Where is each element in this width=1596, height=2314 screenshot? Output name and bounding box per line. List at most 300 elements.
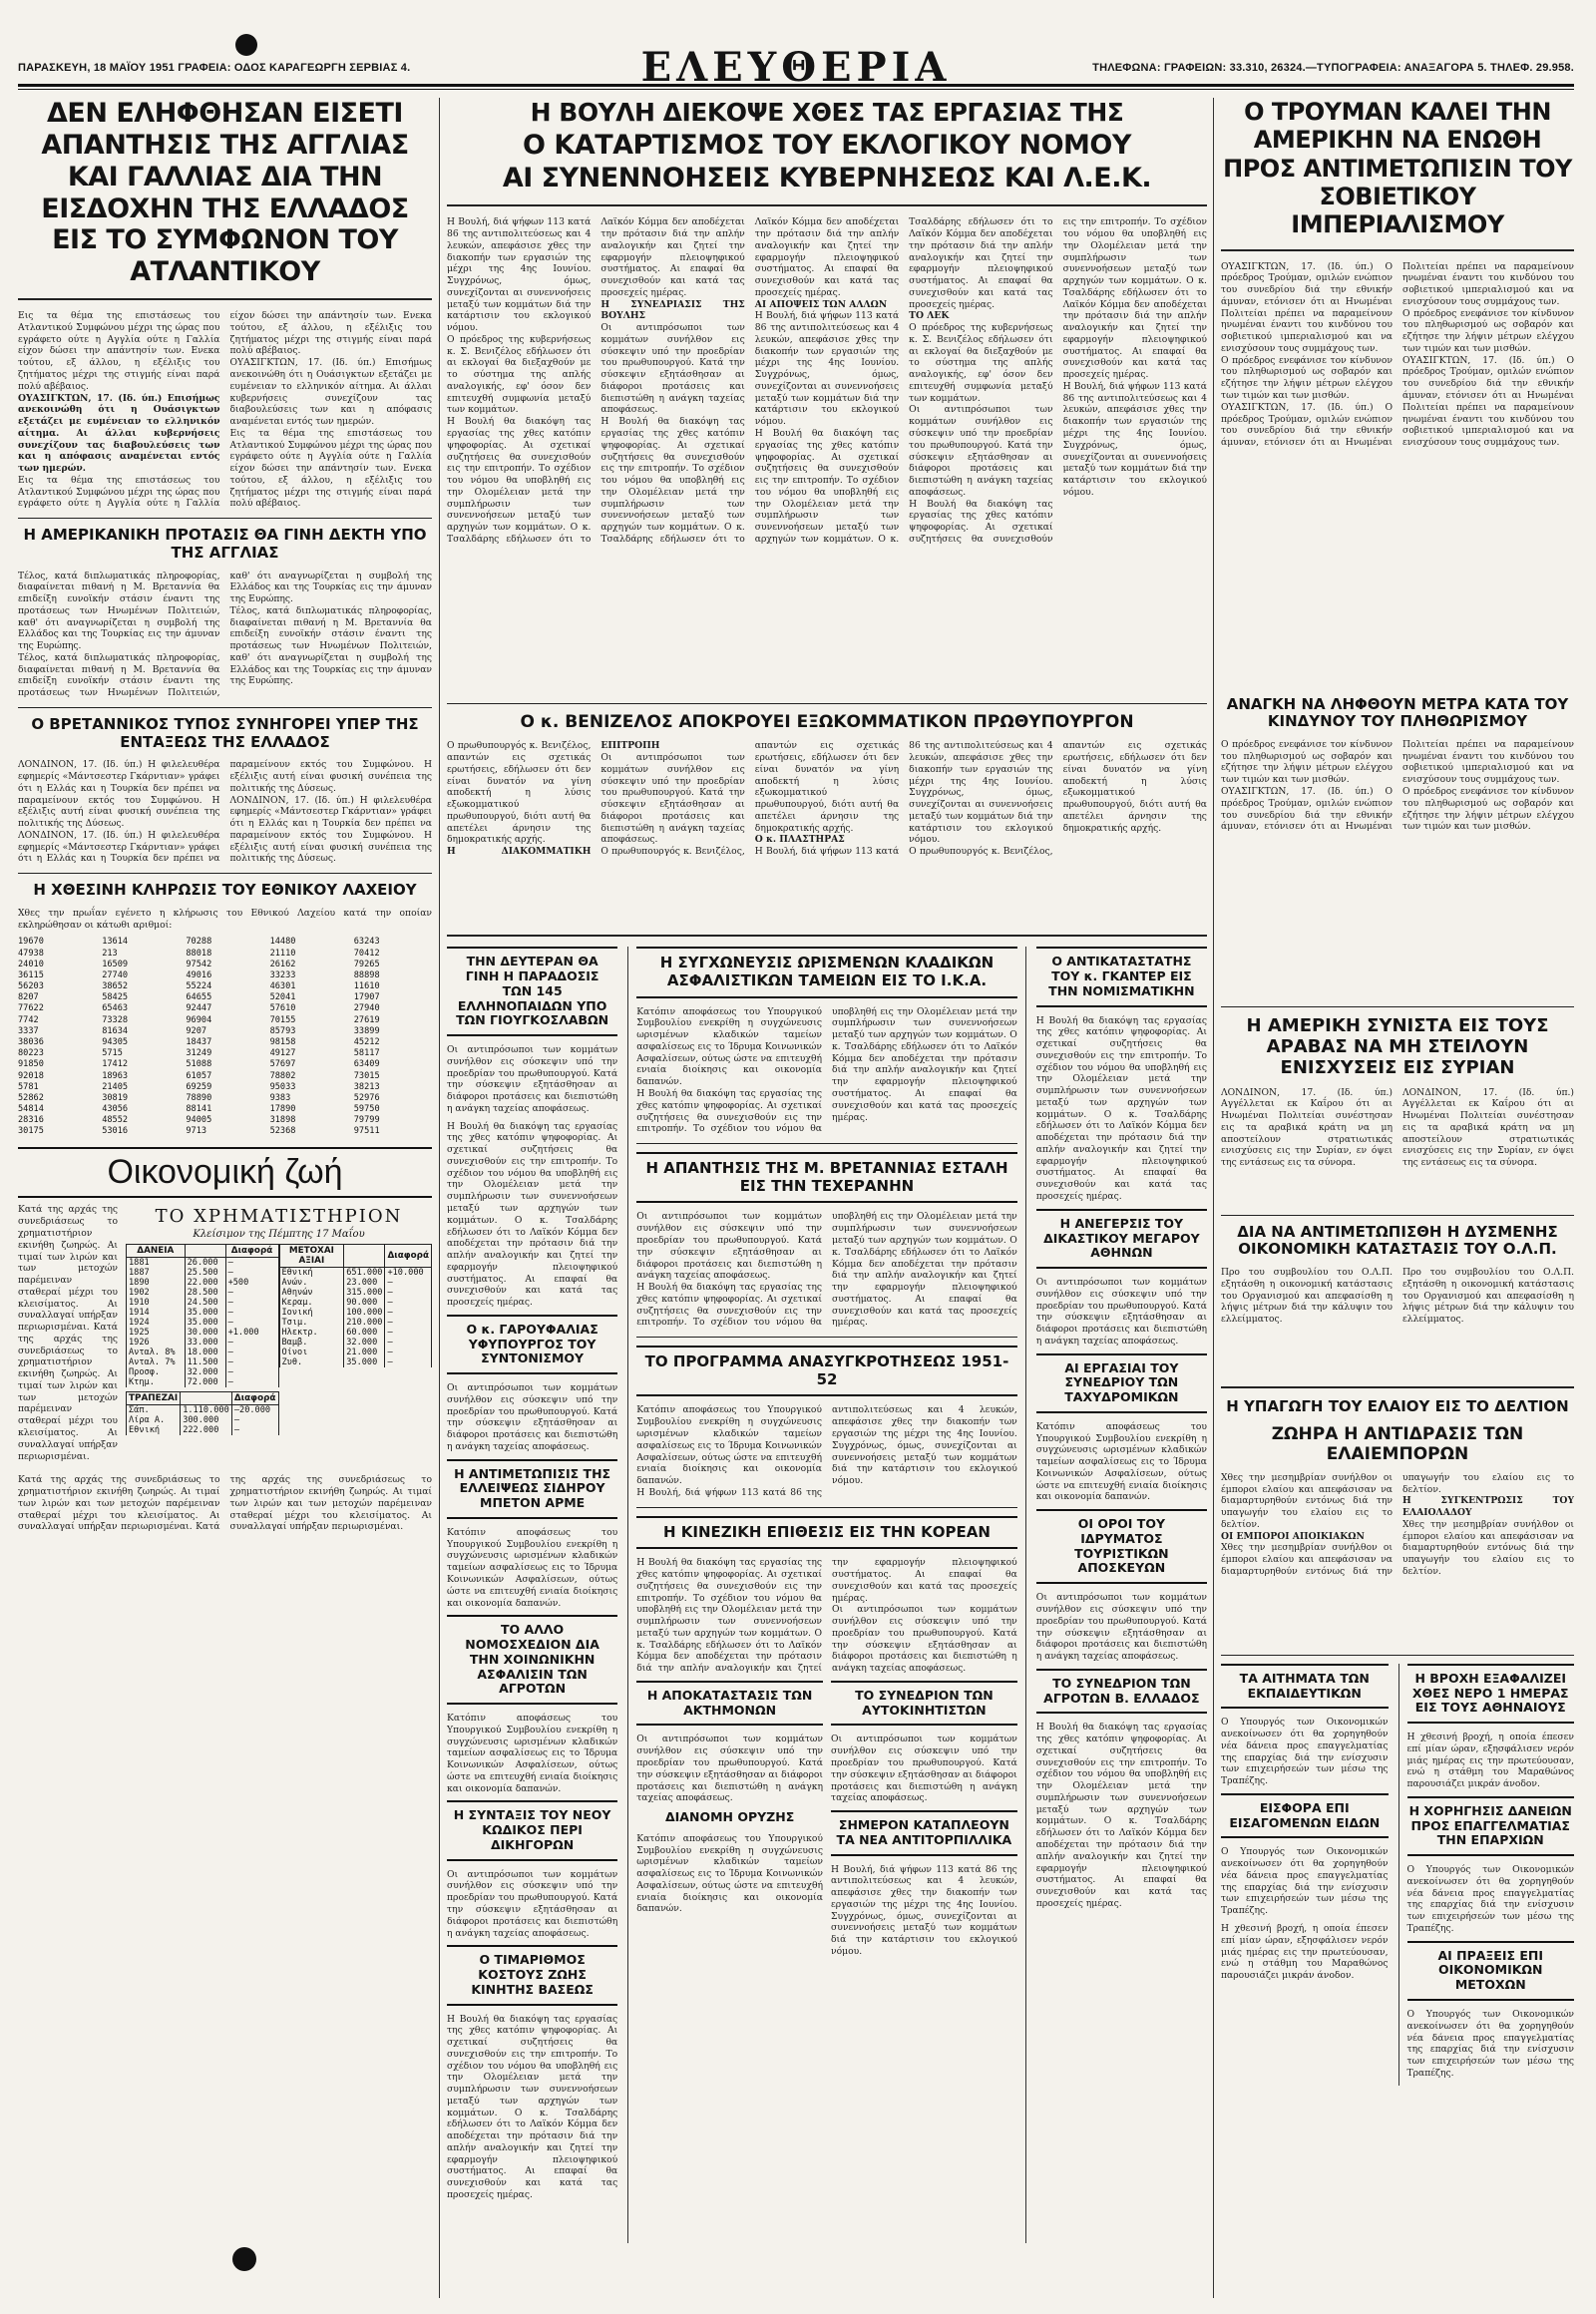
article-text: Τέλος, κατά διπλωματικάς πληροφορίας, διαφαίνεται πιθανή η Μ. Βρεταννία θα επιδείξη ευνοϊκήν στάσιν έναντι της προτάσεως των Ηνωμένων Πολιτειών, καθ' ότι αναγνωρίζεται η συμβολή της Ελλάδος και της Τουρκίας εις την άμυναν της Ευρώπης.: [18, 570, 432, 699]
headline-arabs-syria: Η ΑΜΕΡΙΚΗ ΣΥΝΙΣΤΑ ΕΙΣ ΤΟΥΣ ΑΡΑΒΑΣ ΝΑ ΜΗ ΣΤΕΙΛΟΥΝ ΕΝΙΣΧΥΣΕΙΣ ΕΙΣ ΣΥΡΙΑΝ: [1246, 1014, 1549, 1079]
table-cell: —: [225, 1348, 278, 1357]
table-cell: Εθνική: [127, 1425, 181, 1435]
article-text: Η Βουλή θα διακόψη τας εργασίας της χθες κατόπιν ψηφοφορίας. Αι σχετικαί συζητήσεις θα συνεχισθούν εις την επιτροπήν. Το σχέδιον του νόμου θα υποβληθή εις την Ολομέλειαν μετά την συμπλήρωσιν των συνεννοήσεων μεταξύ των αρχηγών των κομμάτων. Ο κ. Τσαλδάρης εδήλωσεν ότι το Λαϊκόν Κόμμα δεν αποδέχεται την πρότασιν διά την απλήν αναλογικήν και ζητεί την εφαρμογήν πλειοψηφικού συστήματος. Αι επαφαί θα συνεχισθούν και κατά τας προσεχείς ημέρας.: [636, 1557, 1017, 1675]
table-header: ΜΕΤΟΧΑΙ ΑΞΙΑΙ: [279, 1245, 344, 1268]
headline-children-return: ΤΗΝ ΔΕΥΤΕΡΑΝ ΘΑ ΓΙΝΗ Η ΠΑΡΑΔΟΣΙΣ ΤΩΝ 145 ΕΛΛΗΝΟΠΑΙΔΩΝ ΥΠΟ ΤΩΝ ΓΙΟΥΓΚΟΣΛΑΒΩΝ: [447, 947, 617, 1036]
divider: [18, 298, 432, 300]
table-row: [279, 1348, 432, 1357]
table-cell: —: [385, 1328, 432, 1338]
table-header: [344, 1245, 385, 1268]
bourse-tables: [126, 1204, 432, 1468]
headline-parliament: Η ΒΟΥΛΗ ΔΙΕΚΟΨΕ ΧΘΕΣ ΤΑΣ ΕΡΓΑΣΙΑΣ ΤΗΣ: [530, 98, 1124, 127]
lottery-numbers: 19670 47938 24010 36115 56203 8207 77622 7742 3337 38036 80223 91850 92018 5781 52862 54814 28316 30175 13614 213 16509 27740 38652 58425 65463 73328 81634 94305 5715 17412 18963 21405 30819 43056 48552 53016 70288 88018 97542 49016 55224 64655 92447 96904 9207 18437 31249 51088 61057 69259 78890 88141 94005 9713 14480 21110 26162 33233 46301 52041 57610 70155 85793 98158 49127 57697 78802 95033 9383 17890 31898 52368 63243 70412 79265 88898 11610 17907 27940 27619 33899 45212 58117 63409 73015 38213 52976 59750 79799 97511: [18, 937, 380, 1137]
subcolumn-a: [447, 947, 617, 2243]
article-text: Οι αντιπρόσωποι των κομμάτων συνήλθον εις σύσκεψιν υπό την προεδρίαν του πρωθυπουργού. Κατά την σύσκεψιν εξητάσθησαν αι διάφοροι προτάσεις και διεπιστώθη η ανάγκη ταχείας αποφάσεως.: [600, 322, 745, 416]
masthead-date-address: ΠΑΡΑΣΚΕΥΗ, 18 ΜΑΪΟΥ 1951 ΓΡΑΦΕΙΑ: ΟΔΟΣ ΚΑΡΑΓΕΩΡΓΗ ΣΕΡΒΙΑΣ 4.: [18, 62, 411, 74]
headline-share-transactions: ΑΙ ΠΡΑΞΕΙΣ ΕΠΙ ΟΙΚΟΝΟΜΙΚΩΝ ΜΕΤΟΧΩΝ: [1407, 1941, 1575, 2001]
center-lower-grid: [447, 947, 1207, 2243]
table-cell: 1910: [127, 1298, 186, 1308]
table-cell: Ανών.: [279, 1278, 344, 1288]
table-cell: Ανταλ. 8%: [127, 1348, 186, 1357]
headline-garoufalias: Ο κ. ΓΑΡΟΥΦΑΛΙΑΣ ΥΦΥΠΟΥΡΓΟΣ ΤΟΥ ΣΥΝΤΟΝΙΣΜΟΥ: [447, 1315, 617, 1374]
article-text: Ο Υπουργός των Οικονομικών ανεκοίνωσεν ότι θα χορηγηθούν νέα δάνεια προς επαγγελματίας της επαρχίας διά την ενίσχυσιν των επιχειρήσεών των μέσω της Τραπέζης.: [1406, 2008, 1574, 2079]
masthead-rule: [18, 84, 1574, 87]
article-text: Ο πρωθυπουργός κ. Βενιζέλος, απαντών εις σχετικάς ερωτήσεις, εδήλωσεν ότι δεν είναι δυνατόν να γίνη αποδεκτή η λύσις εξωκομματικού πρωθυπουργού, διότι αυτή θα απετέλει άρνησιν της δημοκρατικής αρχής.: [447, 740, 592, 846]
headline-farmers-north: ΤΟ ΣΥΝΕΔΡΙΟΝ ΤΩΝ ΑΓΡΟΤΩΝ Β. ΕΛΛΑΔΟΣ: [1036, 1669, 1207, 1715]
article-text: Τέλος, κατά διπλωματικάς πληροφορίας, διαφαίνεται πιθανή η Μ. Βρεταννία θα επιδείξη ευνοϊκήν στάσιν έναντι της προτάσεως των Ηνωμένων Πολιτειών, καθ' ότι αναγνωρίζεται η συμβολή της Ελλάδος και της Τουρκίας εις την άμυναν της Ευρώπης.: [18, 570, 220, 652]
table-header: Διαφορά: [231, 1392, 278, 1405]
table-cell: —: [385, 1338, 432, 1348]
column-left: [18, 98, 432, 2298]
table-row: [127, 1357, 279, 1367]
table-cell: 72.000: [185, 1377, 225, 1387]
table-cell: Αθηνών: [279, 1288, 344, 1298]
article-text: Η Βουλή, διά ψήφων 113 κατά 86 της αντιπολιτεύσεως και 4 λευκών, απεφάσισε χθες την διακοπήν των εργασιών της μέχρι της 4ης Ιουνίου. Συγχρόνως, όμως, συνεχίζονται αι συνεννοήσεις μεταξύ των κομμάτων διά την κατάρτισιν του εκλογικού νόμου.: [831, 1863, 1017, 1957]
table-cell: —: [385, 1348, 432, 1357]
article-text: Η Βουλή, διά ψήφων 113 κατά 86 της αντιπολιτεύσεως και 4 λευκών, απεφάσισε χθες την διακοπήν των εργασιών της μέχρι της 4ης Ιουνίου. Συγχρόνως, όμως, συνεχίζονται αι συνεννοήσεις μεταξύ των κομμάτων διά την κατάρτισιν του εκλογικού νόμου.: [1062, 380, 1207, 498]
subheading-colonial-merchants: ΟΙ ΕΜΠΟΡΟΙ ΑΠΟΙΚΙΑΚΩΝ: [1221, 1530, 1365, 1542]
bourse-subtitle: Κλείσιμον της Πέμπτης 17 Μαΐου: [193, 1229, 365, 1241]
table-cell: 30.000: [185, 1328, 225, 1338]
article-text: Κατόπιν αποφάσεως του Υπουργικού Συμβουλίου ενεκρίθη η συγχώνευσις ωρισμένων κλαδικών ταμείων ασφαλίσεως εις το Ίδρυμα Κοινωνικών Ασφαλίσεων, ούτως ώστε να επιτευχθή ενιαία διοίκησις και οικονομία δαπανών.: [636, 1832, 823, 1915]
table-cell: —: [225, 1377, 278, 1387]
column-rule: [439, 98, 440, 2298]
headline-olive-oil: Η ΥΠΑΓΩΓΗ ΤΟΥ ΕΛΑΙΟΥ ΕΙΣ ΤΟ ΔΕΛΤΙΟΝ: [1226, 1397, 1569, 1416]
article-text: Οι αντιπρόσωποι των κομμάτων συνήλθον εις σύσκεψιν υπό την προεδρίαν του πρωθυπουργού. Κατά την σύσκεψιν εξητάσθησαν αι διάφοροι προτάσεις και διεπιστώθη η ανάγκη ταχείας αποφάσεως.: [1035, 1277, 1207, 1347]
article-arabs-body: [1221, 1087, 1574, 1207]
divider: [447, 703, 1207, 704]
table-row: [127, 1415, 279, 1425]
column-right: [1221, 98, 1574, 2298]
article-text: Κατά της αρχάς της συνεδριάσεως το χρηματιστήριον εκινήθη ζωηρώς. Αι τιμαί των λιρών και των μετοχών παρέμειναν σταθεραί μέχρι του κλεισίματος. Αι συναλλαγαί υπήρξαν περιωρισμέναι.: [18, 1322, 118, 1462]
table-cell: 315.000: [344, 1288, 385, 1298]
table-row: [127, 1367, 279, 1377]
table-cell: —: [225, 1308, 278, 1318]
table-cell: Σάπ.: [127, 1405, 181, 1416]
article-text: Η Βουλή, διά ψήφων 113 κατά 86 της αντιπολιτεύσεως και 4 λευκών, απεφάσισε χθες την διακοπήν των εργασιών της μέχρι της 4ης Ιουνίου. Συγχρόνως, όμως, συνεχίζονται αι συνεννοήσεις μεταξύ των κομμάτων διά την κατάρτισιν του εκλογικού νόμου.: [754, 740, 1053, 858]
article-text: Η χθεσινή βροχή, η οποία έπεσεν επί μίαν ώραν, εξησφάλισεν νερόν μιάς ημέρας εις την πρωτεύουσαν, ενώ η στάθμη του Μαραθώνος παρουσιάζει μικράν άνοδον.: [1221, 1922, 1389, 1982]
table-cell: Κτημ.: [127, 1377, 186, 1387]
table-cell: 28.500: [185, 1288, 225, 1298]
table-cell: 18.000: [185, 1348, 225, 1357]
table-cell: —: [385, 1318, 432, 1328]
article-text: ΟΥΑΣΙΓΚΤΩΝ, 17. (Ιδ. ύπ.) Ο πρόεδρος Τρούμαν, ομιλών ενώπιον του συνεδρίου διά την εθνικήν άμυναν, ετόνισεν ότι αι Ηνωμέναι Πολιτείαι πρέπει να παραμείνουν ηνωμέναι έναντι του κινδύνου του σοβιετικού ιμπεριαλισμού και να ενισχύσουν τους συμμάχους των.: [1221, 738, 1574, 833]
article-columns: [447, 740, 1207, 858]
subcolumn-b: [627, 947, 1026, 2243]
article-text: ΛΟΝΔΙΝΟΝ, 17. (Ιδ. ύπ.) Αγγέλλεται εκ Καΐρου ότι αι Ηνωμέναι Πολιτείαι συνέστησαν εις τα αραβικά κράτη να μη αποστείλουν στρατιωτικάς ενισχύσεις εις την Συρίαν, εν όψει της εντάσεως εις τα σύνορα.: [1221, 1086, 1393, 1169]
table-cell: 23.000: [344, 1278, 385, 1288]
table-cell: 1887: [127, 1268, 186, 1278]
table-header: [181, 1392, 232, 1405]
table-row: [127, 1258, 279, 1269]
table-cell: —: [225, 1357, 278, 1367]
table-row: [127, 1288, 279, 1298]
headline-olp: ΔΙΑ ΝΑ ΑΝΤΙΜΕΤΩΠΙΣΘΗ Η ΔΥΣΜΕΝΗΣ ΟΙΚΟΝΟΜΙΚΗ ΚΑΤΑΣΤΑΣΙΣ ΤΟΥ Ο.Λ.Π.: [1237, 1222, 1558, 1259]
article-truman-body: [1221, 261, 1574, 690]
table-cell: +10.000: [385, 1268, 432, 1279]
table-banks: [126, 1391, 279, 1435]
table-cell: —: [225, 1338, 278, 1348]
headline-insurance-funds: Η ΣΥΓΧΩΝΕΥΣΙΣ ΩΡΙΣΜΕΝΩΝ ΚΛΑΔΙΚΩΝ ΑΣΦΑΛΙΣΤΙΚΩΝ ΤΑΜΕΙΩΝ ΕΙΣ ΤΟ Ι.Κ.Α.: [636, 947, 1017, 997]
article-text: ΛΟΝΔΙΝΟΝ, 17. (Ιδ. ύπ.) Η φιλελευθέρα εφημερίς «Μάντσεστερ Γκάρντιαν» γράφει ότι η Ελλάς και η Τουρκία δεν πρέπει να παραμείνουν εκτός του Συμφώνου. Η εξέλιξις αυτή είναι φυσική συνέπεια της πολιτικής της Δύσεως.: [229, 794, 432, 865]
divider: [636, 1507, 1017, 1508]
article-text: Η Βουλή θα διακόψη τας εργασίας της χθες κατόπιν ψηφοφορίας. Αι σχετικαί συζητήσεις θα συνεχισθούν εις την επιτροπήν. Το σχέδιον του νόμου θα υποβληθή εις την Ολομέλειαν μετά την συμπλήρωσιν των συνεννοήσεων μεταξύ των αρχηγών των κομμάτων. Ο κ. Τσαλδάρης εδήλωσεν ότι το Λαϊκόν Κόμμα δεν αποδέχεται την πρότασιν διά την απλήν αναλογικήν και ζητεί την εφαρμογήν πλειοψηφικού συστήματος. Αι επαφαί θα συνεχισθούν και κατά τας προσεχείς ημέρας.: [447, 2013, 618, 2200]
article-text: Χθες την μεσημβρίαν συνήλθον οι έμποροι ελαίου και απεφάσισαν να διαμαρτυρηθούν εντόνως διά την υπαγωγήν του ελαίου εις το δελτίον.: [1221, 1471, 1393, 1530]
article-text: Η Βουλή θα διακόψη τας εργασίας της χθες κατόπιν ψηφοφορίας. Αι σχετικαί συζητήσεις θα συνεχισθούν εις την επιτροπήν. Το σχέδιον του νόμου θα υποβληθή εις την Ολομέλειαν μετά την συμπλήρωσιν των συνεννοήσεων μεταξύ των αρχηγών των κομμάτων. Ο κ. Τσαλδάρης εδήλωσεν ότι το Λαϊκόν Κόμμα δεν αποδέχεται την πρότασιν διά την απλήν αναλογικήν και ζητεί την εφαρμογήν πλειοψηφικού συστήματος. Αι επαφαί θα συνεχισθούν και κατά τας προσεχείς ημέρας.: [1035, 1722, 1207, 1909]
newspaper-title: ΕΛΕΥΘΕΡΙΑ: [640, 44, 952, 91]
table-shares: [279, 1244, 433, 1367]
table-cell: 90.000: [344, 1298, 385, 1308]
divider: [447, 204, 1207, 206]
right-lower-right: [1398, 1664, 1575, 2086]
table-cell: 1914: [127, 1308, 186, 1318]
article-text: ΟΥΑΣΙΓΚΤΩΝ, 17. (Ιδ. ύπ.) Επισήμως ανεκοινώθη ότι η Ουάσιγκτων εξετάζει με ευμένειαν το ελληνικόν αίτημα. Αι άλλαι κυβερνήσεις συνεχίζουν τας διαβουλεύσεις των και η απόφασις αναμένεται εντός των ημερών.: [18, 392, 220, 475]
article-text: Ο Υπουργός των Οικονομικών ανεκοίνωσεν ότι θα χορηγηθούν νέα δάνεια προς επαγγελματίας της επαρχίας διά την ενίσχυσιν των επιχειρήσεών των μέσω της Τραπέζης.: [1221, 1846, 1389, 1917]
table-cell: 33.000: [185, 1338, 225, 1348]
article-columns: [447, 216, 1207, 545]
table-header: [185, 1245, 225, 1258]
article-text: Η Βουλή θα διακόψη τας εργασίας της χθες κατόπιν ψηφοφορίας. Αι σχετικαί συζητήσεις θα συνεχισθούν εις την επιτροπήν. Το σχέδιον του νόμου θα υποβληθή εις την Ολομέλειαν μετά την συμπλήρωσιν των συνεννοήσεων μεταξύ των αρχηγών των κομμάτων. Ο κ. Τσαλδάρης εδήλωσεν ότι το Λαϊκόν Κόμμα δεν αποδέχεται την πρότασιν διά την απλήν αναλογικήν και ζητεί την εφαρμογήν πλειοψηφικού συστήματος. Αι επαφαί θα συνεχισθούν και κατά τας προσεχείς ημέρας.: [447, 216, 745, 545]
bourse-table-pair: [126, 1244, 432, 1387]
headline-reconstruction: ΤΟ ΠΡΟΓΡΑΜΜΑ ΑΝΑΣΥΓΚΡΟΤΗΣΕΩΣ 1951-52: [636, 1346, 1017, 1396]
article-text: Εις τα θέμα της επιστάσεως του Ατλαντικού Συμφώνου μέχρι της ώρας που εγράφετο ούτε η Αγγλία ούτε η Γαλλία είχον δώσει την απάντησίν των. Ενεκα τούτου, εξ άλλου, η εξέλιξις του ζητήματος μέχρι της στιγμής είναι παρά πολύ αβέβαιος.: [18, 310, 432, 510]
article-us-proposal-body: [18, 571, 432, 699]
article-text: Τέλος, κατά διπλωματικάς πληροφορίας, διαφαίνεται πιθανή η Μ. Βρεταννία θα επιδείξη ευνοϊκήν στάσιν έναντι της προτάσεως των Ηνωμένων Πολιτειών, καθ' ότι αναγνωρίζεται η συμβολή της Ελλάδος και της Τουρκίας εις την άμυναν της Ευρώπης.: [229, 604, 432, 687]
table-cell: Βαμβ.: [279, 1338, 344, 1348]
article-text: ΟΥΑΣΙΓΚΤΩΝ, 17. (Ιδ. ύπ.) Επισήμως ανεκοινώθη ότι η Ουάσιγκτων εξετάζει με ευμένειαν το ελληνικόν αίτημα. Αι άλλαι κυβερνήσεις συνεχίζουν τας διαβουλεύσεις των και η απόφασις αναμένεται εντός των ημερών.: [229, 357, 432, 428]
table-header: Διαφορά: [225, 1245, 278, 1258]
headline-britain-tehran: Η ΑΠΑΝΤΗΣΙΣ ΤΗΣ Μ. ΒΡΕΤΑΝΝΙΑΣ ΕΣΤΑΛΗ ΕΙΣ ΤΗΝ ΤΕΧΕΡΑΝΗΝ: [636, 1152, 1017, 1203]
ink-blot: [235, 34, 257, 56]
divider: [1221, 1386, 1574, 1388]
table-row: [279, 1288, 432, 1298]
article-text: [636, 1211, 1017, 1329]
table-cell: 22.000: [185, 1278, 225, 1288]
subheading-session: Η ΣΥΝΕΔΡΙΑΣΙΣ ΤΗΣ ΒΟΥΛΗΣ: [600, 298, 745, 322]
article-venizelos-body: [447, 740, 1207, 925]
article-text: Η Βουλή θα διακόψη τας εργασίας της χθες κατόπιν ψηφοφορίας. Αι σχετικαί συζητήσεις θα συνεχισθούν εις την επιτροπήν. Το σχέδιον του νόμου θα υποβληθή εις την Ολομέλειαν μετά την συμπλήρωσιν των συνεννοήσεων μεταξύ των αρχηγών των κομμάτων. Ο κ. Τσαλδάρης εδήλωσεν ότι το Λαϊκόν Κόμμα δεν αποδέχεται την πρότασιν διά την απλήν αναλογικήν και ζητεί την εφαρμογήν πλειοψηφικού συστήματος. Αι επαφαί θα συνεχισθούν και κατά τας προσεχείς ημέρας.: [636, 1005, 1017, 1135]
article-text: [636, 1404, 1017, 1498]
headline-drivers-congress: ΤΟ ΣΥΝΕΔΡΙΟΝ ΤΩΝ ΑΥΤΟΚΙΝΗΤΙΣΤΩΝ: [831, 1681, 1017, 1727]
table-cell: Προσφ.: [127, 1367, 186, 1377]
table-row: [127, 1338, 279, 1348]
headline-destroyers: ΣΗΜΕΡΟΝ ΚΑΤΑΠΛΕΟΥΝ ΤΑ ΝΕΑ ΑΝΤΙΤΟΡΠΙΛΛΙΚΑ: [831, 1810, 1017, 1856]
article-text: Η χθεσινή βροχή, η οποία έπεσεν επί μίαν ώραν, εξησφάλισεν νερόν μιάς ημέρας εις την πρωτεύουσαν, ενώ η στάθμη του Μαραθώνος παρουσιάζει μικράν άνοδον.: [1406, 1732, 1574, 1790]
divider: [1221, 1215, 1574, 1216]
table-cell: —: [385, 1357, 432, 1367]
headline-courthouse: Η ΑΝΕΓΕΡΣΙΣ ΤΟΥ ΔΙΚΑΣΤΙΚΟΥ ΜΕΓΑΡΟΥ ΑΘΗΝΩΝ: [1036, 1209, 1207, 1269]
subheading-committee: Η ΔΙΑΚΟΜΜΑΤΙΚΗ ΕΠΙΤΡΟΠΗ: [447, 740, 660, 858]
table-cell: —: [385, 1308, 432, 1318]
table-cell: 35.000: [185, 1308, 225, 1318]
table-cell: 222.000: [181, 1425, 232, 1435]
article-text: Κατόπιν αποφάσεως του Υπουργικού Συμβουλίου ενεκρίθη η συγχώνευσις ωρισμένων κλαδικών ταμείων ασφαλίσεως εις το Ίδρυμα Κοινωνικών Ασφαλίσεων, ούτως ώστε να επιτευχθή ενιαία διοίκησις και οικονομία δαπανών.: [636, 1404, 822, 1487]
headline-electoral-law: Ο ΚΑΤΑΡΤΙΣΜΟΣ ΤΟΥ ΕΚΛΟΓΙΚΟΥ ΝΟΜΟΥ: [523, 129, 1131, 161]
headline-oil-merchants: ΖΩΗΡΑ Η ΑΝΤΙΔΡΑΣΙΣ ΤΩΝ ΕΛΑΙΕΜΠΟΡΩΝ: [1271, 1423, 1524, 1464]
headline-lottery: Η ΧΘΕΣΙΝΗ ΚΛΗΡΩΣΙΣ ΤΟΥ ΕΘΝΙΚΟΥ ΛΑΧΕΙΟΥ: [33, 881, 417, 900]
table-row: [127, 1278, 279, 1288]
table-cell: —: [225, 1258, 278, 1269]
headline-postal-congress: ΑΙ ΕΡΓΑΣΙΑΙ ΤΟΥ ΣΥΝΕΔΡΙΟΥ ΤΩΝ ΤΑΧΥΔΡΟΜΙΚΩΝ: [1036, 1353, 1207, 1413]
table-cell: —: [385, 1278, 432, 1288]
headline-rice: ΔΙΑΝΟΜΗ ΟΡΥΖΗΣ: [664, 1809, 795, 1825]
table-cell: Οίνοι: [279, 1348, 344, 1357]
article-text: Η Βουλή θα διακόψη τας εργασίας της χθες κατόπιν ψηφοφορίας. Αι σχετικαί συζητήσεις θα συνεχισθούν εις την επιτροπήν. Το σχέδιον του νόμου θα υποβληθή εις την Ολομέλειαν μετά την συμπλήρωσιν των συνεννοήσεων μεταξύ των αρχηγών των κομμάτων. Ο κ. Τσαλδάρης εδήλωσεν ότι το Λαϊκόν Κόμμα δεν αποδέχεται την πρότασιν διά την απλήν αναλογικήν και ζητεί την εφαρμογήν πλειοψηφικού συστήματος. Αι επαφαί θα συνεχισθούν και κατά τας προσεχείς ημέρας.: [754, 216, 1053, 545]
table-cell: 60.000: [344, 1328, 385, 1338]
table-row: [127, 1318, 279, 1328]
headline-landless: Η ΑΠΟΚΑΤΑΣΤΑΣΙΣ ΤΩΝ ΑΚΤΗΜΟΝΩΝ: [636, 1681, 823, 1727]
article-text: ΟΥΑΣΙΓΚΤΩΝ, 17. (Ιδ. ύπ.) Ο πρόεδρος Τρούμαν, ομιλών ενώπιον του συνεδρίου διά την εθνικήν άμυναν, ετόνισεν ότι αι Ηνωμέναι Πολιτείαι πρέπει να παραμείνουν ηνωμέναι έναντι του κινδύνου του σοβιετικού ιμπεριαλισμού και να ενισχύσουν τους συμμάχους των.: [1402, 354, 1574, 449]
subheading-views: ΑΙ ΑΠΟΨΕΙΣ ΤΩΝ ΑΛΛΩΝ: [754, 298, 888, 310]
table-cell: Τσιμ.: [279, 1318, 344, 1328]
article-text: Ο πρωθυπουργός κ. Βενιζέλος, απαντών εις σχετικάς ερωτήσεις, εδήλωσεν ότι δεν είναι δυνατόν να γίνη αποδεκτή η λύσις εξωκομματικού πρωθυπουργού, διότι αυτή θα απετέλει άρνησιν της δημοκρατικής αρχής.: [600, 740, 900, 858]
article-text: Οι αντιπρόσωποι των κομμάτων συνήλθον εις σύσκεψιν υπό την προεδρίαν του πρωθυπουργού. Κατά την σύσκεψιν εξητάσθησαν αι διάφοροι προτάσεις και διεπιστώθη η ανάγκη ταχείας αποφάσεως.: [447, 1044, 618, 1114]
table-cell: 1890: [127, 1278, 186, 1288]
table-cell: Ζυθ.: [279, 1357, 344, 1367]
table-cell: 1925: [127, 1328, 186, 1338]
article-text: Ο πρόεδρος ενεφάνισε τον κίνδυνον του πληθωρισμού ως σοβαρόν και εζήτησε την λήψιν μέτρων ελέγχου των τιμών και των μισθών.: [1402, 786, 1574, 833]
subgrid-left: [636, 1681, 823, 1964]
article-text: ΛΟΝΔΙΝΟΝ, 17. (Ιδ. ύπ.) Η φιλελευθέρα εφημερίς «Μάντσεστερ Γκάρντιαν» γράφει ότι η Ελλάς και η Τουρκία δεν πρέπει να παραμείνουν εκτός του Συμφώνου. Η εξέλιξις αυτή είναι φυσική συνέπεια της πολιτικής της Δύσεως.: [18, 759, 220, 830]
table-row: [127, 1348, 279, 1357]
divider: [447, 935, 1207, 937]
table-header: ΤΡΑΠΕΖΑΙ: [127, 1392, 181, 1405]
table-cell: 1926: [127, 1338, 186, 1348]
headline-tourist-terms: ΟΙ ΟΡΟΙ ΤΟΥ ΙΔΡΥΜΑΤΟΣ ΤΟΥΡΙΣΤΙΚΩΝ ΑΠΟΣΚΕΥΩΝ: [1036, 1509, 1207, 1584]
article-text: Οι αντιπρόσωποι των κομμάτων συνήλθον εις σύσκεψιν υπό την προεδρίαν του πρωθυπουργού. Κατά την σύσκεψιν εξητάσθησαν αι διάφοροι προτάσεις και διεπιστώθη η ανάγκη ταχείας αποφάσεως.: [447, 1868, 618, 1939]
table-row: [279, 1318, 432, 1328]
table-cell: —: [225, 1288, 278, 1298]
article-text: Ο Υπουργός των Οικονομικών ανεκοίνωσεν ότι θα χορηγηθούν νέα δάνεια προς επαγγελματίας της επαρχίας διά την ενίσχυσιν των επιχειρήσεών των μέσω της Τραπέζης.: [1221, 1717, 1389, 1787]
table-row: [279, 1328, 432, 1338]
article-text: Εις τα θέμα της επιστάσεως του Ατλαντικού Συμφώνου μέχρι της ώρας που εγράφετο ούτε η Αγγλία ούτε η Γαλλία είχον δώσει την απάντησίν των. Ενεκα τούτου, εξ άλλου, η εξέλιξις του ζητήματος μέχρι της στιγμής είναι παρά πολύ αβέβαιος.: [229, 427, 432, 510]
table-cell: Κεραμ.: [279, 1298, 344, 1308]
table-cell: Λίρα Α.: [127, 1415, 181, 1425]
table-cell: —: [231, 1415, 278, 1425]
article-inflation-body: [1221, 739, 1574, 998]
table-cell: —20.000: [231, 1405, 278, 1416]
table-cell: —: [225, 1318, 278, 1328]
article-text: ΟΥΑΣΙΓΚΤΩΝ, 17. (Ιδ. ύπ.) Ο πρόεδρος Τρούμαν, ομιλών ενώπιον του συνεδρίου διά την εθνικήν άμυναν, ετόνισεν ότι αι Ηνωμέναι Πολιτείαι πρέπει να παραμείνουν ηνωμέναι έναντι του κινδύνου του σοβιετικού ιμπεριαλισμού και να ενισχύσουν τους συμμάχους των.: [1221, 260, 1393, 354]
article-text: Κατά της αρχάς της συνεδριάσεως το χρηματιστήριον εκινήθη ζωηρώς. Αι τιμαί των λιρών και των μετοχών παρέμειναν σταθεραί μέχρι του κλεισίματος. Αι συναλλαγαί υπήρξαν περιωρισμέναι.: [18, 1204, 118, 1334]
table-cell: —: [385, 1288, 432, 1298]
article-text: Προ του συμβουλίου του Ο.Λ.Π. εξητάσθη η οικονομική κατάστασις του Οργανισμού και απεφασίσθη η λήψις μέτρων διά την κάλυψιν του ελλείμματος.: [1402, 1267, 1574, 1326]
article-text: Ο πρόεδρος ενεφάνισε τον κίνδυνον του πληθωρισμού ως σοβαρόν και εζήτησε την λήψιν μέτρων ελέγχου των τιμών και των μισθών.: [1221, 354, 1393, 401]
article-parliament-body: [447, 216, 1207, 695]
table-cell: Ηλεκτρ.: [279, 1328, 344, 1338]
table-cell: —: [225, 1367, 278, 1377]
article-oil-body: [1221, 1472, 1574, 1647]
article-text: Ο πρόεδρος της κυβερνήσεως κ. Σ. Βενιζέλος εδήλωσεν ότι αι εκλογαί θα διεξαχθούν με το σύστημα της απλής αναλογικής, εφ' όσον δεν επιτευχθή συμφωνία μεταξύ των κομμάτων.: [909, 322, 1053, 404]
table-header: Διαφορά: [385, 1245, 432, 1268]
table-cell: —: [225, 1298, 278, 1308]
divider: [1221, 1655, 1574, 1656]
headline-atlantic-pact: ΔΕΝ ΕΛΗΦΘΗΣΑΝ ΕΙΣΕΤΙ ΑΠΑΝΤΗΣΙΣ ΤΗΣ ΑΓΓΛΙΑΣ ΚΑΙ ΓΑΛΛΙΑΣ ΔΙΑ ΤΗΝ ΕΙΣΔΟΧΗΝ ΤΗΣ ΕΛΛΑΔΟΣ ΕΙΣ ΤΟ ΣΥΜΦΩΝΟΝ ΤΟΥ ΑΤΛΑΝΤΙΚΟΥ: [41, 98, 409, 288]
article-text: Η Βουλή θα διακόψη τας εργασίας της χθες κατόπιν ψηφοφορίας. Αι σχετικαί συζητήσεις θα συνεχισθούν εις την επιτροπήν. Το σχέδιον του νόμου θα υποβληθή εις την Ολομέλειαν μετά την συμπλήρωσιν των συνεννοήσεων μεταξύ των αρχηγών των κομμάτων. Ο κ. Τσαλδάρης εδήλωσεν ότι το Λαϊκόν Κόμμα δεν αποδέχεται την πρότασιν διά την απλήν αναλογικήν και ζητεί την εφαρμογήν πλειοψηφικού συστήματος. Αι επαφαί θα συνεχισθούν και κατά τας προσεχείς ημέρας.: [1035, 1014, 1207, 1202]
divider: [636, 1143, 1017, 1144]
subcolumn-c: [1036, 947, 1207, 2243]
headline-lawyers-code: Η ΣΥΝΤΑΞΙΣ ΤΟΥ ΝΕΟΥ ΚΩΔΙΚΟΣ ΠΕΡΙ ΔΙΚΗΓΟΡΩΝ: [447, 1800, 617, 1860]
table-row: [279, 1357, 432, 1367]
table-cell: 1881: [127, 1258, 186, 1269]
article-text: Κατά της αρχάς της συνεδριάσεως το χρηματιστήριον εκινήθη ζωηρώς. Αι τιμαί των λιρών και των μετοχών παρέμειναν σταθεραί μέχρι του κλεισίματος. Αι συναλλαγαί υπήρξαν περιωρισμέναι.: [18, 1474, 220, 1533]
table-cell: 1924: [127, 1318, 186, 1328]
subheading-plastiras: Ο κ. ΠΛΑΣΤΗΡΑΣ: [754, 834, 845, 846]
article-text: Κατόπιν αποφάσεως του Υπουργικού Συμβουλίου ενεκρίθη η συγχώνευσις ωρισμένων κλαδικών ταμείων ασφαλίσεως εις το Ίδρυμα Κοινωνικών Ασφαλίσεων, ούτως ώστε να επιτευχθή ενιαία διοίκησις και οικονομία δαπανών.: [1035, 1420, 1207, 1503]
article-text: Κατά της αρχάς της συνεδριάσεως το χρηματιστήριον εκινήθη ζωηρώς. Αι τιμαί των λιρών και των μετοχών παρέμειναν σταθεραί μέχρι του κλεισίματος. Αι συναλλαγαί υπήρξαν περιωρισμέναι.: [196, 1474, 432, 1533]
bourse-title: ΤΟ ΧΡΗΜΑΤΙΣΤΗΡΙΟΝ: [155, 1206, 403, 1228]
article-text: Οι αντιπρόσωποι των κομμάτων συνήλθον εις σύσκεψιν υπό την προεδρίαν του πρωθυπουργού. Κατά την σύσκεψιν εξητάσθησαν αι διάφοροι προτάσεις και διεπιστώθη η ανάγκη ταχείας αποφάσεως.: [600, 752, 745, 846]
divider: [18, 707, 432, 708]
headline-consultations: ΑΙ ΣΥΝΕΝΝΟΗΣΕΙΣ ΚΥΒΕΡΝΗΣΕΩΣ ΚΑΙ Λ.Ε.Κ.: [502, 163, 1152, 194]
subheading-lek: ΤΟ ΛΕΚ: [909, 310, 950, 322]
table-cell: 1.110.000: [181, 1405, 232, 1416]
article-atlantic-body: [18, 310, 432, 510]
table-cell: 32.000: [185, 1367, 225, 1377]
article-text: Ο πρόεδρος της κυβερνήσεως κ. Σ. Βενιζέλος εδήλωσεν ότι αι εκλογαί θα διεξαχθούν με το σύστημα της απλής αναλογικής, εφ' όσον δεν επιτευχθή συμφωνία μεταξύ των κομμάτων.: [447, 333, 592, 416]
table-row: [127, 1425, 279, 1435]
subheading-oil-collection: Η ΣΥΓΚΕΝΤΡΩΣΙΣ ΤΟΥ ΕΛΑΙΟΛΑΔΟΥ: [1402, 1495, 1574, 1519]
article-text: Χθες την μεσημβρίαν συνήλθον οι έμποροι ελαίου και απεφάσισαν να διαμαρτυρηθούν εντόνως διά την υπαγωγήν του ελαίου εις το δελτίον.: [1402, 1518, 1574, 1577]
article-text: Οι αντιπρόσωποι των κομμάτων συνήλθον εις σύσκεψιν υπό την προεδρίαν του πρωθυπουργού. Κατά την σύσκεψιν εξητάσθησαν αι διάφοροι προτάσεις και διεπιστώθη η ανάγκη ταχείας αποφάσεως.: [909, 404, 1053, 498]
headline-rain-water: Η ΒΡΟΧΗ ΕΞΑΦΑΛΙΖΕΙ ΧΘΕΣ ΝΕΡΟ 1 ΗΜΕΡΑΣ ΕΙΣ ΤΟΥΣ ΑΘΗΝΑΙΟΥΣ: [1407, 1664, 1575, 1724]
table-cell: 21.000: [344, 1348, 385, 1357]
article-text: Ο Υπουργός των Οικονομικών ανεκοίνωσεν ότι θα χορηγηθούν νέα δάνεια προς επαγγελματίας της επαρχίας διά την ενίσχυσιν των επιχειρήσεών των μέσω της Τραπέζης.: [1406, 1864, 1574, 1934]
headline-cost-of-living: Ο ΤΙΜΑΡΙΘΜΟΣ ΚΟΣΤΟΥΣ ΖΩΗΣ ΚΙΝΗΤΗΣ ΒΑΣΕΩΣ: [447, 1945, 617, 2005]
headline-truman: Ο ΤΡΟΥΜΑΝ ΚΑΛΕΙ ΤΗΝ ΑΜΕΡΙΚΗΝ ΝΑ ΕΝΩΘΗ ΠΡΟΣ ΑΝΤΙΜΕΤΩΠΙΣΙΝ ΤΟΥ ΣΟΒΙΕΤΙΚΟΥ ΙΜΠΕΡΙΑΛΙΣΜΟΥ: [1223, 98, 1572, 239]
headline-steel: Η ΑΝΤΙΜΕΤΩΠΙΣΙΣ ΤΗΣ ΕΛΛΕΙΨΕΩΣ ΣΙΔΗΡΟΥ ΜΠΕΤΟΝ ΑΡΜΕ: [447, 1459, 617, 1519]
column-rule: [1213, 98, 1214, 2298]
article-text: Η Βουλή θα διακόψη τας εργασίας της χθες κατόπιν ψηφοφορίας. Αι σχετικαί συζητήσεις θα συνεχισθούν εις την επιτροπήν. Το σχέδιον του νόμου θα υποβληθή εις την Ολομέλειαν μετά την συμπλήρωσιν των συνεννοήσεων μεταξύ των αρχηγών των κομμάτων. Ο κ. Τσαλδάρης εδήλωσεν ότι το Λαϊκόν Κόμμα δεν αποδέχεται την πρότασιν διά την απλήν αναλογικήν και ζητεί την εφαρμογήν πλειοψηφικού συστήματος. Αι επαφαί θα συνεχισθούν και κατά τας προσεχείς ημέρας.: [636, 1211, 1017, 1329]
article-text: Η Βουλή θα διακόψη τας εργασίας της χθες κατόπιν ψηφοφορίας. Αι σχετικαί συζητήσεις θα συνεχισθούν εις την επιτροπήν. Το σχέδιον του νόμου θα υποβληθή εις την Ολομέλειαν μετά την συμπλήρωσιν των συνεννοήσεων μεταξύ των αρχηγών των κομμάτων. Ο κ. Τσαλδάρης εδήλωσεν ότι το Λαϊκόν Κόμμα δεν αποδέχεται την πρότασιν διά την απλήν αναλογικήν και ζητεί την εφαρμογήν πλειοψηφικού συστήματος. Αι επαφαί θα συνεχισθούν και κατά τας προσεχείς ημέρας.: [909, 216, 1207, 545]
table-row: [279, 1308, 432, 1318]
masthead-rule-thin: [18, 89, 1574, 90]
table-row: [127, 1405, 279, 1416]
headline-british-press: Ο ΒΡΕΤΑΝΝΙΚΟΣ ΤΥΠΟΣ ΣΥΝΗΓΟΡΕΙ ΥΠΕΡ ΤΗΣ ΕΝΤΑΞΕΩΣ ΤΗΣ ΕΛΛΑΔΟΣ: [31, 714, 419, 751]
table-row: [127, 1298, 279, 1308]
economy-section-title: Οικονομική ζωή: [18, 1147, 432, 1198]
table-row: [279, 1338, 432, 1348]
table-cell: 300.000: [181, 1415, 232, 1425]
headline-farmers-insurance: ΤΟ ΑΛΛΟ ΝΟΜΟΣΧΕΔΙΟΝ ΔΙΑ ΤΗΝ ΧΟΙΝΩΝΙΚΗΝ ΑΣΦΑΛΙΣΙΝ ΤΩΝ ΑΓΡΟΤΩΝ: [447, 1615, 617, 1705]
article-text: Ο πρόεδρος ενεφάνισε τον κίνδυνον του πληθωρισμού ως σοβαρόν και εζήτησε την λήψιν μέτρων ελέγχου των τιμών και των μισθών.: [1402, 307, 1574, 354]
right-lower-left: [1221, 1664, 1389, 2086]
table-cell: 26.000: [185, 1258, 225, 1269]
article-text: Οι αντιπρόσωποι των κομμάτων συνήλθον εις σύσκεψιν υπό την προεδρίαν του πρωθυπουργού. Κατά την σύσκεψιν εξητάσθησαν αι διάφοροι προτάσεις και διεπιστώθη η ανάγκη ταχείας αποφάσεως.: [636, 1211, 822, 1282]
article-text: Η Βουλή, διά ψήφων 113 κατά 86 της αντιπολιτεύσεως και 4 λευκών, απεφάσισε χθες την διακοπήν των εργασιών της μέχρι της 4ης Ιουνίου. Συγχρόνως, όμως, συνεχίζονται αι συνεννοήσεις μεταξύ των κομμάτων διά την κατάρτισιν του εκλογικού νόμου.: [447, 216, 592, 334]
table-cell: 11.500: [185, 1357, 225, 1367]
article-text: ΟΥΑΣΙΓΚΤΩΝ, 17. (Ιδ. ύπ.) Ο πρόεδρος Τρούμαν, ομιλών ενώπιον του συνεδρίου διά την εθνικήν άμυναν, ετόνισεν ότι αι Ηνωμέναι Πολιτείαι πρέπει να παραμείνουν ηνωμέναι έναντι του κινδύνου του σοβιετικού ιμπεριαλισμού και να ενισχύσουν τους συμμάχους των.: [1221, 260, 1574, 449]
korea-subgrid: [636, 1681, 1017, 1964]
newspaper-page: [18, 14, 1574, 2298]
lottery-intro: Χθες την πρωΐαν εγένετο η κλήρωσις του Εθνικού Λαχείου κατά την οποίαν εκληρώθησαν οι κάτωθι αριθμοί:: [18, 907, 432, 931]
table-row: [279, 1268, 432, 1279]
article-text: Οι αντιπρόσωποι των κομμάτων συνήλθον εις σύσκεψιν υπό την προεδρίαν του πρωθυπουργού. Κατά την σύσκεψιν εξητάσθησαν αι διάφοροι προτάσεις και διεπιστώθη η ανάγκη ταχείας αποφάσεως.: [447, 1382, 618, 1452]
table-cell: Ανταλ. 7%: [127, 1357, 186, 1367]
article-text: Κατόπιν αποφάσεως του Υπουργικού Συμβουλίου ενεκρίθη η συγχώνευσις ωρισμένων κλαδικών ταμείων ασφαλίσεως εις το Ίδρυμα Κοινωνικών Ασφαλίσεων, ούτως ώστε να επιτευχθή ενιαία διοίκησις και οικονομία δαπανών.: [636, 1005, 822, 1088]
article-british-press-body: [18, 759, 432, 865]
article-text: Κατόπιν αποφάσεως του Υπουργικού Συμβουλίου ενεκρίθη η συγχώνευσις ωρισμένων κλαδικών ταμείων ασφαλίσεως εις το Ίδρυμα Κοινωνικών Ασφαλίσεων, ούτως ώστε να επιτευχθή ενιαία διοίκησις και οικονομία δαπανών.: [447, 1713, 618, 1794]
article-text: Οι αντιπρόσωποι των κομμάτων συνήλθον εις σύσκεψιν υπό την προεδρίαν του πρωθυπουργού. Κατά την σύσκεψιν εξητάσθησαν αι διάφοροι προτάσεις και διεπιστώθη η ανάγκη ταχείας αποφάσεως.: [1035, 1592, 1207, 1663]
divider: [636, 1337, 1017, 1338]
table-cell: 32.000: [344, 1338, 385, 1348]
masthead-phones: ΤΗΛΕΦΩΝΑ: ΓΡΑΦΕΙΩΝ: 33.310, 26324.—ΤΥΠΟΓΡΑΦΕΙΑ: ΑΝΑΞΑΓΟΡΑ 5. ΤΗΛΕΦ. 29.958.: [1092, 62, 1574, 74]
article-text: Η Βουλή θα διακόψη τας εργασίας της χθες κατόπιν ψηφοφορίας. Αι σχετικαί συζητήσεις θα συνεχισθούν εις την επιτροπήν. Το σχέδιον του νόμου θα υποβληθή εις την Ολομέλειαν μετά την συμπλήρωσιν των συνεννοήσεων μεταξύ των αρχηγών των κομμάτων. Ο κ. Τσαλδάρης εδήλωσεν ότι το Λαϊκόν Κόμμα δεν αποδέχεται την πρότασιν διά την απλήν αναλογικήν και ζητεί την εφαρμογήν πλειοψηφικού συστήματος. Αι επαφαί θα συνεχισθούν και κατά τας προσεχείς ημέρας.: [447, 1120, 618, 1309]
table-cell: —: [231, 1425, 278, 1435]
article-text: ΛΟΝΔΙΝΟΝ, 17. (Ιδ. ύπ.) Αγγέλλεται εκ Καΐρου ότι αι Ηνωμέναι Πολιτείαι συνέστησαν εις τα αραβικά κράτη να μη αποστείλουν στρατιωτικάς ενισχύσεις εις την Συρίαν, εν όψει της εντάσεως εις τα σύνορα.: [1402, 1086, 1574, 1169]
article-text: Οι αντιπρόσωποι των κομμάτων συνήλθον εις σύσκεψιν υπό την προεδρίαν του πρωθυπουργού. Κατά την σύσκεψιν εξητάσθησαν αι διάφοροι προτάσεις και διεπιστώθη η ανάγκη ταχείας αποφάσεως.: [636, 1734, 823, 1804]
article-text: Ο πρόεδρος ενεφάνισε τον κίνδυνον του πληθωρισμού ως σοβαρόν και εζήτησε την λήψιν μέτρων ελέγχου των τιμών και των μισθών.: [1221, 738, 1393, 786]
table-cell: 24.500: [185, 1298, 225, 1308]
table-header: ΔΑΝΕΙΑ: [127, 1245, 186, 1258]
table-cell: —: [225, 1268, 278, 1278]
article-text: [636, 1006, 1017, 1135]
headline-us-proposal: Η ΑΜΕΡΙΚΑΝΙΚΗ ΠΡΟΤΑΣΙΣ ΘΑ ΓΙΝΗ ΔΕΚΤΗ ΥΠΟ ΤΗΣ ΑΓΓΛΙΑΣ: [23, 526, 427, 562]
article-text: Προ του συμβουλίου του Ο.Λ.Π. εξητάσθη η οικονομική κατάστασις του Οργανισμού και απεφασίσθη η λήψις μέτρων διά την κάλυψιν του ελλείμματος.: [1221, 1267, 1393, 1326]
table-cell: 35.000: [185, 1318, 225, 1328]
article-text: Οι αντιπρόσωποι των κομμάτων συνήλθον εις σύσκεψιν υπό την προεδρίαν του πρωθυπουργού. Κατά την σύσκεψιν εξητάσθησαν αι διάφοροι προτάσεις και διεπιστώθη η ανάγκη ταχείας αποφάσεως.: [831, 1734, 1017, 1804]
headline-loans-provinces: Η ΧΟΡΗΓΗΣΙΣ ΔΑΝΕΙΩΝ ΠΡΟΣ ΕΠΑΓΓΕΛΜΑΤΙΑΣ ΤΗΝ ΕΠΑΡΧΙΩΝ: [1407, 1796, 1575, 1856]
article-text: ΛΟΝΔΙΝΟΝ, 17. (Ιδ. ύπ.) Η φιλελευθέρα εφημερίς «Μάντσεστερ Γκάρντιαν» γράφει ότι η Ελλάς και η Τουρκία δεν πρέπει να παραμείνουν εκτός του Συμφώνου. Η εξέλιξις αυτή είναι φυσική συνέπεια της πολιτικής της Δύσεως.: [18, 759, 432, 865]
ink-blot: [232, 2247, 256, 2271]
headline-inflation: ΑΝΑΓΚΗ ΝΑ ΛΗΦΘΟΥΝ ΜΕΤΡΑ ΚΑΤΑ ΤΟΥ ΚΙΝΔΥΝΟΥ ΤΟΥ ΠΛΗΘΩΡΙΣΜΟΥ: [1226, 694, 1569, 731]
headline-gander-replacement: Ο ΑΝΤΙΚΑΤΑΣΤΑΤΗΣ ΤΟΥ κ. ΓΚΑΝΤΕΡ ΕΙΣ ΤΗΝ ΝΟΜΙΣΜΑΤΙΚΗΝ: [1036, 947, 1207, 1006]
headline-korea: Η ΚΙΝΕΖΙΚΗ ΕΠΙΘΕΣΙΣ ΕΙΣ ΤΗΝ ΚΟΡΕΑΝ: [636, 1516, 1017, 1550]
article-text: Εις τα θέμα της επιστάσεως του Ατλαντικού Συμφώνου μέχρι της ώρας που εγράφετο ούτε η Αγγλία ούτε η Γαλλία είχον δώσει την απάντησίν των. Ενεκα τούτου, εξ άλλου, η εξέλιξις του ζητήματος μέχρι της στιγμής είναι παρά πολύ αβέβαιος.: [18, 310, 220, 392]
column-center: [447, 98, 1207, 2298]
table-cell: 651.000: [344, 1268, 385, 1279]
table-cell: 35.000: [344, 1357, 385, 1367]
article-text: Χθες την μεσημβρίαν συνήλθον οι έμποροι ελαίου και απεφάσισαν να διαμαρτυρηθούν εντόνως διά την υπαγωγήν του ελαίου εις το δελτίον.: [1221, 1471, 1574, 1577]
headline-venizelos: Ο κ. ΒΕΝΙΖΕΛΟΣ ΑΠΟΚΡΟΥΕΙ ΕΞΩΚΟΜΜΑΤΙΚΟΝ ΠΡΩΘΥΠΟΥΡΓΟΝ: [520, 712, 1134, 733]
article-text: Η Βουλή, διά ψήφων 113 κατά 86 της αντιπολιτεύσεως και 4 λευκών, απεφάσισε χθες την διακοπήν των εργασιών της μέχρι της 4ης Ιουνίου. Συγχρόνως, όμως, συνεχίζονται αι συνεννοήσεις μεταξύ των κομμάτων διά την κατάρτισιν του εκλογικού νόμου.: [636, 1404, 1017, 1498]
bourse-commentary: [18, 1204, 118, 1462]
divider: [1221, 1006, 1574, 1007]
table-cell: 210.000: [344, 1318, 385, 1328]
table-loans: [126, 1244, 279, 1387]
table-row: [127, 1268, 279, 1278]
headline-teachers: ΤΑ ΑΙΤΗΜΑΤΑ ΤΩΝ ΕΚΠΑΙΔΕΥΤΙΚΩΝ: [1221, 1664, 1389, 1710]
divider: [18, 873, 432, 874]
article-text: Η Βουλή, διά ψήφων 113 κατά 86 της αντιπολιτεύσεως και 4 λευκών, απεφάσισε χθες την διακοπήν των εργασιών της μέχρι της 4ης Ιουνίου. Συγχρόνως, όμως, συνεχίζονται αι συνεννοήσεις μεταξύ των κομμάτων διά την κατάρτισιν του εκλογικού νόμου.: [754, 310, 900, 428]
article-text: Κατόπιν αποφάσεως του Υπουργικού Συμβουλίου ενεκρίθη η συγχώνευσις ωρισμένων κλαδικών ταμείων ασφαλίσεως εις το Ίδρυμα Κοινωνικών Ασφαλίσεων, ούτως ώστε να επιτευχθή ενιαία διοίκησις και οικονομία δαπανών.: [447, 1526, 618, 1609]
table-cell: +1.000: [225, 1328, 278, 1338]
article-text: Ο πρωθυπουργός κ. Βενιζέλος, απαντών εις σχετικάς ερωτήσεις, εδήλωσεν ότι δεν είναι δυνατόν να γίνη αποδεκτή η λύσις εξωκομματικού πρωθυπουργού, διότι αυτή θα απετέλει άρνησιν της δημοκρατικής αρχής.: [909, 740, 1207, 858]
table-cell: 100.000: [344, 1308, 385, 1318]
table-row: [279, 1298, 432, 1308]
table-cell: Ιονική: [279, 1308, 344, 1318]
article-text: Η Βουλή θα διακόψη τας εργασίας της χθες κατόπιν ψηφοφορίας. Αι σχετικαί συζητήσεις θα συνεχισθούν εις την επιτροπήν. Το σχέδιον του νόμου θα υποβληθή εις την Ολομέλειαν μετά την συμπλήρωσιν των συνεννοήσεων μεταξύ των αρχηγών των κομμάτων. Ο κ. Τσαλδάρης εδήλωσεν ότι το Λαϊκόν Κόμμα δεν αποδέχεται την πρότασιν διά την απλήν αναλογικήν και ζητεί την εφαρμογήν πλειοψηφικού συστήματος. Αι επαφαί θα συνεχισθούν και κατά τας προσεχείς ημέρας.: [600, 216, 900, 545]
table-row: [279, 1278, 432, 1288]
table-row: [127, 1308, 279, 1318]
table-cell: 1902: [127, 1288, 186, 1298]
subgrid-right: [831, 1681, 1017, 1964]
table-cell: 25.500: [185, 1268, 225, 1278]
bourse-section: [18, 1204, 432, 1468]
article-text: Οι αντιπρόσωποι των κομμάτων συνήλθον εις σύσκεψιν υπό την προεδρίαν του πρωθυπουργού. Κατά την σύσκεψιν εξητάσθησαν αι διάφοροι προτάσεις και διεπιστώθη η ανάγκη ταχείας αποφάσεως.: [832, 1604, 1017, 1675]
table-row: [127, 1328, 279, 1338]
table-cell: Εθνική: [279, 1268, 344, 1279]
divider: [1221, 249, 1574, 251]
table-cell: +500: [225, 1278, 278, 1288]
right-lower-grid: [1221, 1664, 1574, 2086]
article-olp-body: [1221, 1267, 1574, 1376]
headline-import-levy: ΕΙΣΦΟΡΑ ΕΠΙ ΕΙΣΑΓΟΜΕΝΩΝ ΕΙΔΩΝ: [1221, 1793, 1389, 1839]
divider: [18, 518, 432, 519]
bourse-footer-text: [18, 1474, 432, 1533]
table-row: [127, 1377, 279, 1387]
table-cell: —: [385, 1298, 432, 1308]
